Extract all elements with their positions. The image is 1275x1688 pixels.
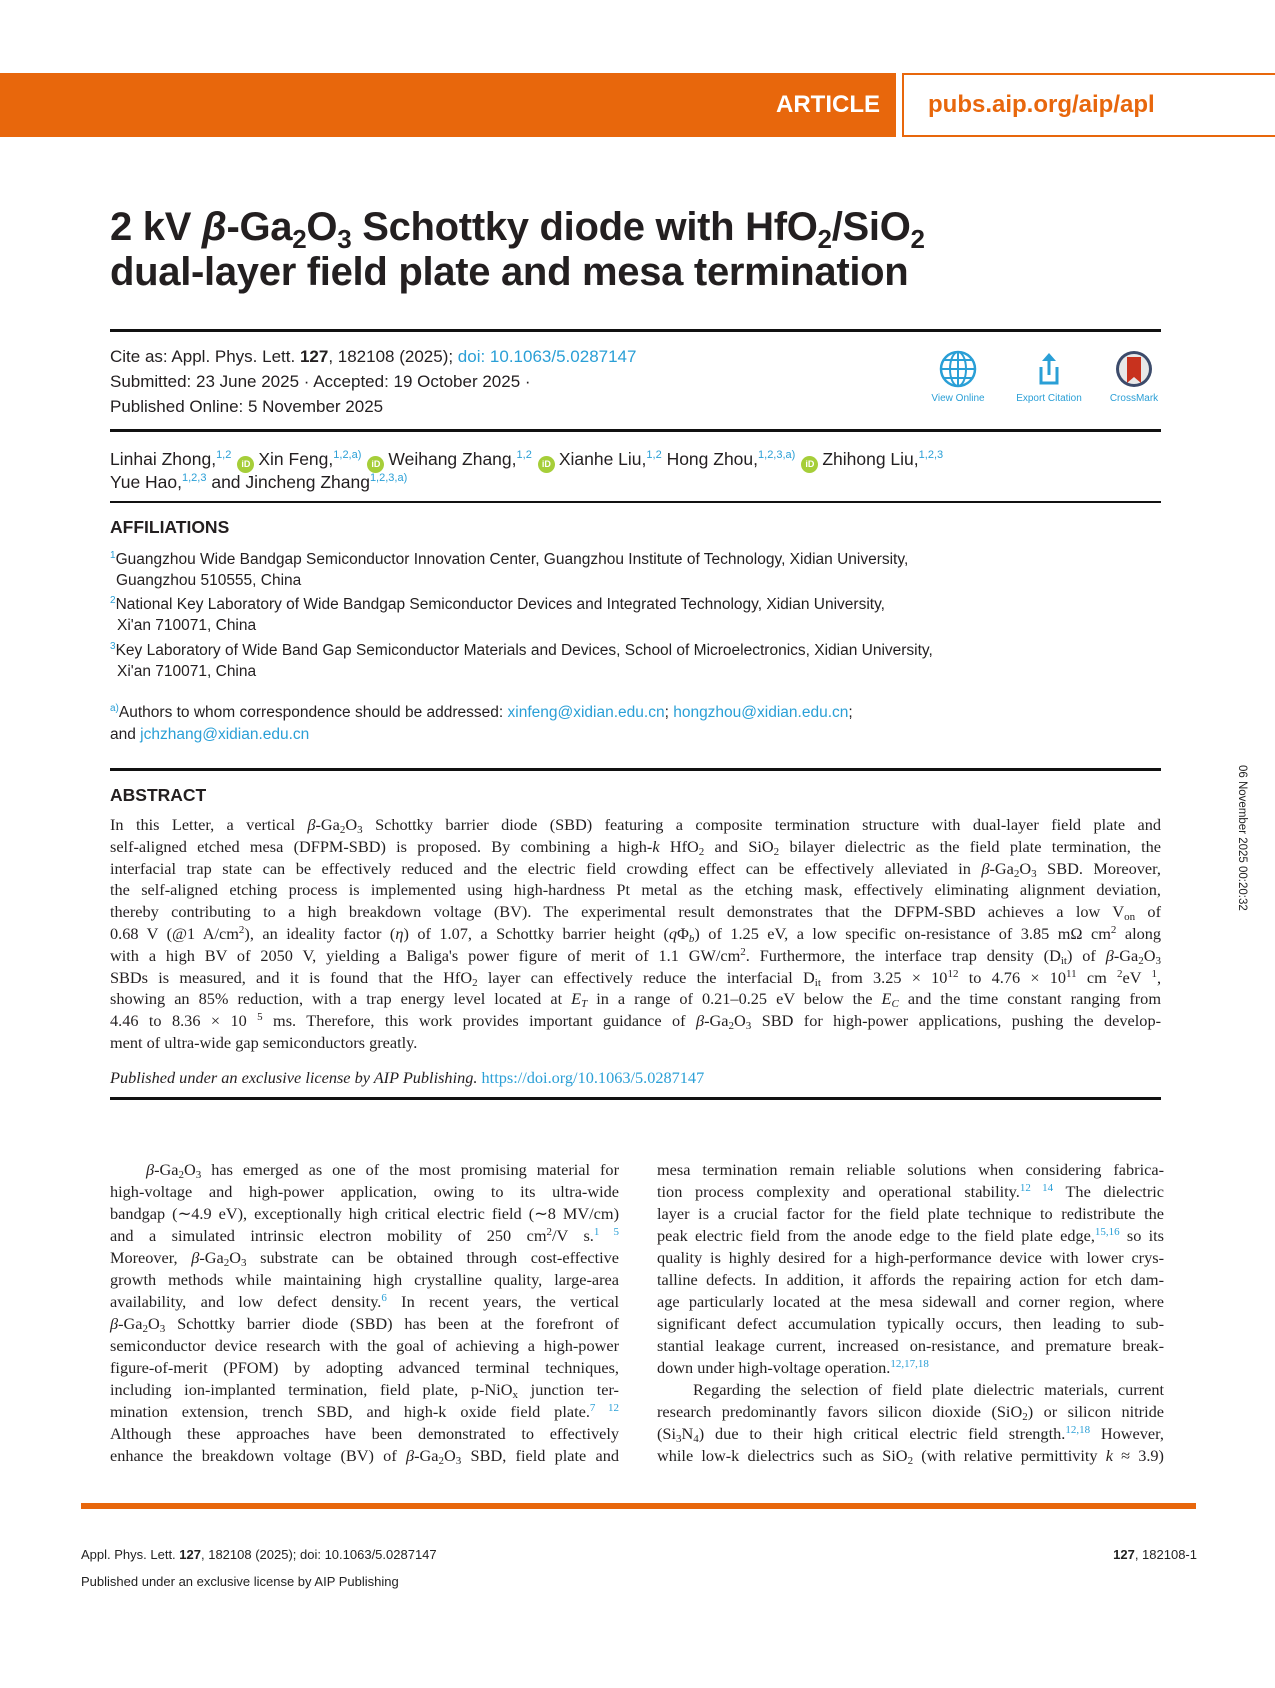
correspondence-line [110, 702, 853, 723]
author-name[interactable]: Linhai Zhong, [110, 449, 217, 469]
right-column-line: research predominantly favors silicon dioxide (SiO$_2$) or silicon nitride [657, 1402, 1164, 1423]
email-link[interactable]: jchzhang@xidian.edu.cn [140, 726, 310, 743]
abstract-line: 4.46 to 8.36 × 10 $^5$ ms. Therefore, this work provides important guidance of $\beta-Ga_2O_3$ SBD for high-power applications, pushing the develop- [110, 1011, 1162, 1033]
author-affil-sup: 1,2 [216, 449, 232, 461]
right-column-line: significant defect accumulation typically occurs, then leading to sub- [657, 1314, 1164, 1333]
abstract-heading: ABSTRACT [110, 785, 207, 805]
abstract-line: In this Letter, a vertical $\beta-Ga_2O_3$ Schottky barrier diode (SBD) featuring a composite termination structure with dual-layer field plate and [110, 815, 1162, 836]
affil-text: Guangzhou Wide Bandgap Semiconductor Innovation Center, Guangzhou Institute of Technology, Xidian University, [115, 551, 909, 568]
license-doi-link[interactable]: https://doi.org/10.1063/5.0287147 [481, 1068, 705, 1087]
view-online-label: View Online [931, 393, 985, 404]
cite-prefix: Cite as: Appl. Phys. Lett. [110, 347, 300, 366]
email-link[interactable]: hongzhou@xidian.edu.cn [673, 704, 849, 721]
author-affil-sup: 1,2,3 [918, 449, 944, 461]
abstract-line: self-aligned etched mesa (DFPM-SBD) is proposed. By combining a high-k HfO$_2$ and SiO$_2$ bilayer dielectric as the field plate termination, the [110, 836, 1162, 858]
left-column-line: growth methods while maintaining high crystalline quality, large-area [110, 1270, 619, 1289]
left-column-line: semiconductor device research with the goal of achieving a high-power [110, 1336, 619, 1355]
abstract-line: ment of ultra-wide gap semiconductors greatly. [110, 1033, 418, 1052]
affiliation-3-line-2: Xi'an 710071, China [117, 663, 257, 680]
left-column-line: $\beta-Ga_2O_3$ has emerged as one of the most promising material for [146, 1160, 619, 1181]
divider [110, 329, 1161, 332]
left-column-line: bandgap (∼4.9 eV), exceptionally high critical electric field (∼8 MV/cm) [110, 1204, 619, 1223]
affil-text: National Key Laboratory of Wide Bandgap Semiconductor Devices and Integrated Technology, Xidian University, [115, 596, 885, 613]
right-column-line: quality is highly desired for a high-performance device with lower crys- [657, 1248, 1164, 1267]
author-name[interactable]: Zhihong Liu, [822, 449, 919, 469]
export-citation-label: Export Citation [1016, 393, 1082, 404]
download-timestamp: 06 November 2025 00:20:32 [1236, 765, 1248, 911]
right-column-line: while low-k dielectrics such as SiO$_2$ (with relative permittivity k ≈ 3.9) [657, 1446, 1164, 1467]
right-column-line: mesa termination remain reliable solutions when considering fabrica- [657, 1160, 1164, 1179]
license-line [110, 1067, 1161, 1089]
doi-link[interactable]: doi: 10.1063/5.0287147 [457, 347, 637, 366]
affil-num: 3 [110, 641, 116, 652]
abstract-line: with a high BV of 2050 V, yielding a Baliga's power figure of merit of 1.1 $GW/cm^2$. Furthermore, the interface trap density $(D_{it})$ of $\beta-Ga_2O_3$ [110, 945, 1161, 967]
header-bar [0, 73, 896, 137]
author-name[interactable]: Yue Hao, [110, 472, 182, 492]
paper-title-line-2: dual-layer field plate and mesa termination [110, 250, 909, 294]
author-affil-sup: 1,2 [646, 449, 662, 461]
section-label: ARTICLE [776, 91, 880, 118]
left-column-line: Although these approaches have been demonstrated to effectively [110, 1424, 619, 1443]
page-volume: 127 [1113, 1547, 1135, 1562]
correspondence-line-2 [110, 724, 309, 745]
right-column-line: down under high-voltage operation.$^{12,17,18}$ [657, 1358, 929, 1377]
page-suffix: , 182108-1 [1134, 1547, 1197, 1562]
author-name[interactable]: Weihang Zhang, [388, 449, 517, 469]
footer-volume: 127 [179, 1547, 201, 1562]
left-column-line: enhance the breakdown voltage (BV) of $\beta-Ga_2O_3$ SBD, field plate and [110, 1446, 620, 1467]
left-column-line: figure-of-merit (PFOM) by adopting advanced terminal techniques, [110, 1358, 619, 1377]
affiliation-2 [110, 594, 885, 615]
footer-rule [81, 1503, 1196, 1509]
separator: ; [664, 704, 674, 721]
export-citation-button[interactable] [1004, 349, 1094, 404]
page-number [1113, 1547, 1197, 1562]
crossmark-icon [1114, 349, 1154, 389]
affiliations-heading: AFFILIATIONS [110, 517, 230, 537]
abstract-line: thereby contributing to a high breakdown voltage (BV). The experimental result demonstrates that the DFPM-SBD achieves a low $V_{on}$ of [110, 902, 1161, 924]
divider [110, 501, 1161, 503]
abstract-line: the self-aligned etching process is implemented using high-hardness Pt metal as the etching mask, effectively eliminating alignment deviation, [110, 880, 1161, 900]
author-affil-sup: 1,2,3 [182, 472, 207, 484]
left-column-line: Moreover, $\beta-Ga_2O_3$ substrate can be obtained through cost-effective [110, 1248, 620, 1269]
crossmark-button[interactable] [1089, 349, 1179, 404]
affiliation-3 [110, 640, 933, 661]
author-list-line-2 [110, 471, 407, 493]
right-column-line: tion process complexity and operational stability.$^{12 14}$ The dielectric [657, 1182, 1164, 1201]
affil-num: 2 [110, 595, 116, 606]
author-affil-sup: 1,2 [516, 449, 532, 461]
right-column-line: $(Si_3N_4)$ due to their high critical electric field strength.$^{12,18}$ However, [657, 1424, 1164, 1445]
affiliation-1 [110, 549, 908, 570]
abstract-line: 0.68 V (@1 $A/cm^2$), an ideality factor (η) of 1.07, a Schottky barrier height $(q\Phi_b)$ of 1.25 eV, a low specific on-resistance of 3.85 mΩ $cm^2$ along [110, 924, 1162, 945]
cite-suffix: , 182108 (2025); [328, 347, 458, 366]
author-name[interactable]: Xianhe Liu, [558, 449, 647, 469]
dates-line: Submitted: 23 June 2025 · Accepted: 19 October 2025 · [110, 372, 531, 391]
right-column-line: age particularly located at the mesa sidewall and corner region, where [657, 1292, 1164, 1311]
left-column-line: high-voltage and high-power application, owing to its ultra-wide [110, 1182, 619, 1201]
left-column-line: and a simulated intrinsic electron mobility of 250 $cm^2/V$ s.$^{1 5}$ [110, 1226, 620, 1245]
right-column-line: peak electric field from the anode edge to the field plate edge,$^{15,16}$ so its [657, 1226, 1164, 1245]
affil-text: Key Laboratory of Wide Band Gap Semiconductor Materials and Devices, School of Microelectronics, Xidian University, [115, 642, 933, 659]
left-column-line: mination extension, trench SBD, and high-k oxide field plate.$^{7 12}$ [110, 1402, 619, 1421]
citation-line [110, 346, 636, 368]
affiliation-1-line-2: Guangzhou 510555, China [116, 572, 302, 589]
footer-cite-prefix: Appl. Phys. Lett. [81, 1547, 180, 1562]
right-column-line: Regarding the selection of field plate dielectric materials, current [693, 1380, 1164, 1399]
author-list [110, 448, 943, 473]
author-affil-sup: 1,2,3,a) [369, 472, 408, 484]
affil-num: 1 [110, 550, 116, 561]
journal-link[interactable]: pubs.aip.org/aip/apl [928, 91, 1155, 118]
right-column-line: layer is a crucial factor for the field plate technique to redistribute the [657, 1204, 1164, 1223]
view-online-button[interactable] [913, 349, 1003, 404]
orcid-icon[interactable]: iD [237, 456, 254, 473]
cite-volume: 127 [299, 347, 329, 366]
author-affil-sup: 1,2,3,a) [758, 449, 796, 461]
divider [110, 768, 1161, 771]
left-column-line: availability, and low defect density.$^6$ In recent years, the vertical [110, 1292, 619, 1311]
affiliation-2-line-2: Xi'an 710071, China [117, 617, 257, 634]
author-name[interactable]: and Jincheng Zhang [211, 472, 370, 492]
footer-license: Published under an exclusive license by AIP Publishing [81, 1574, 399, 1589]
divider [110, 429, 1161, 432]
author-name[interactable]: Hong Zhou, [666, 449, 759, 469]
correspondence-label: Authors to whom correspondence should be addressed: [118, 704, 508, 721]
right-column-line: talline defects. In addition, it affords the repairing action for etch dam- [657, 1270, 1164, 1289]
email-link[interactable]: xinfeng@xidian.edu.cn [507, 704, 665, 721]
abstract-line: showing an 85% reduction, with a trap energy level located at $E_T$ in a range of 0.21–0.25 eV below the $E_C$ and the time constant ranging from [110, 989, 1161, 1011]
footer-citation [81, 1547, 437, 1562]
orcid-icon[interactable]: iD [538, 456, 555, 473]
export-icon [1029, 349, 1069, 389]
author-name[interactable]: Xin Feng, [258, 449, 334, 469]
author-affil-sup: 1,2,a) [333, 449, 362, 461]
correspondence-mark: a) [110, 703, 119, 714]
orcid-icon[interactable]: iD [801, 456, 818, 473]
crossmark-label: CrossMark [1109, 393, 1159, 404]
abstract-line: SBDs is measured, and it is found that the HfO$_2$ layer can effectively reduce the interfacial $D_{it}$ from $3.25 \times 10^{12}$ to $4.76 \times 10^{11}$ cm $^2$eV $^1$, [110, 967, 1162, 989]
and-label: and [110, 726, 141, 743]
right-column-line: stantial leakage current, increased on-resistance, and premature break- [657, 1336, 1164, 1355]
left-column-line: including ion-implanted termination, field plate, p-NiO$_x$ junction ter- [110, 1380, 619, 1401]
orcid-icon[interactable]: iD [367, 456, 384, 473]
published-line: Published Online: 5 November 2025 [110, 397, 384, 416]
footer-cite-suffix: , 182108 (2025); doi: 10.1063/5.0287147 [200, 1547, 437, 1562]
left-column-line: $\beta-Ga_2O_3$ Schottky barrier diode (SBD) has been at the forefront of [110, 1314, 619, 1335]
abstract-line: interfacial trap state can be effectively reduced and the electric field crowding effect can be effectively alleviated in $\beta-Ga_2O_3$ SBD. Moreover, [110, 858, 1161, 880]
separator: ; [848, 704, 853, 721]
license-text: Published under an exclusive license by AIP Publishing. [110, 1068, 482, 1087]
globe-icon [938, 349, 978, 389]
paper-title-line-1: 2 kV $\beta-Ga_2O_3$ Schottky diode with HfO$_2$/SiO$_2$ [110, 205, 925, 254]
divider [110, 1097, 1161, 1100]
